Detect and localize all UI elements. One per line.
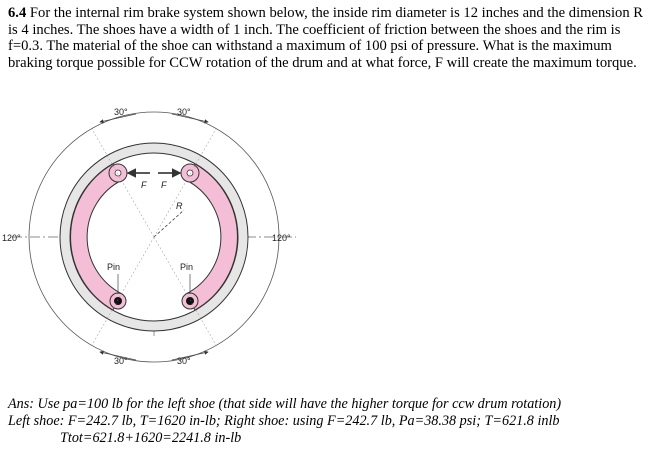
angle-label-top-right: 30° [177, 107, 191, 117]
right-pin [186, 297, 194, 305]
angle-label-bottom-right: 30° [177, 356, 191, 366]
radius-label: R [176, 201, 183, 211]
angle-label-right: 120° [272, 233, 291, 243]
answer-line-3: Ttot=621.8+1620=2241.8 in-lb [60, 430, 242, 446]
pin-label-right: Pin [180, 262, 194, 272]
problem-statement [8, 5, 656, 71]
force-label-left: F [141, 180, 147, 190]
angle-label-bottom-left: 30° [114, 356, 128, 366]
answer-block [8, 396, 656, 447]
pin-label-left: Pin [107, 262, 121, 272]
brake-figure [0, 98, 320, 378]
problem-number: 6.4 [8, 5, 27, 21]
angle-label-top-left: 30° [114, 107, 128, 117]
problem-text: For the internal rim brake system shown below, the inside rim diameter is 12 inches and the dimension R is 4 inches. The shoes have a width of 1 inch. The coefficient of friction between the shoes and the rim is f=0.3. The material of the shoe can withstand a maximum of 100 psi of pressure. What is the maximum braking torque possible for CCW rotation of the drum and at what force, F will create the maximum torque. [8, 5, 643, 71]
answer-line-2: Left shoe: F=242.7 lb, T=1620 in-lb; Right shoe: using F=242.7 lb, Pa=38.38 psi; T=621.8 inlb [8, 413, 560, 429]
force-label-right: F [161, 180, 167, 190]
angle-label-left: 120° [2, 233, 21, 243]
left-pin [114, 297, 122, 305]
answer-line-1: Ans: Use pa=100 lb for the left shoe (that side will have the higher torque for ccw drum rotation) [8, 396, 562, 412]
